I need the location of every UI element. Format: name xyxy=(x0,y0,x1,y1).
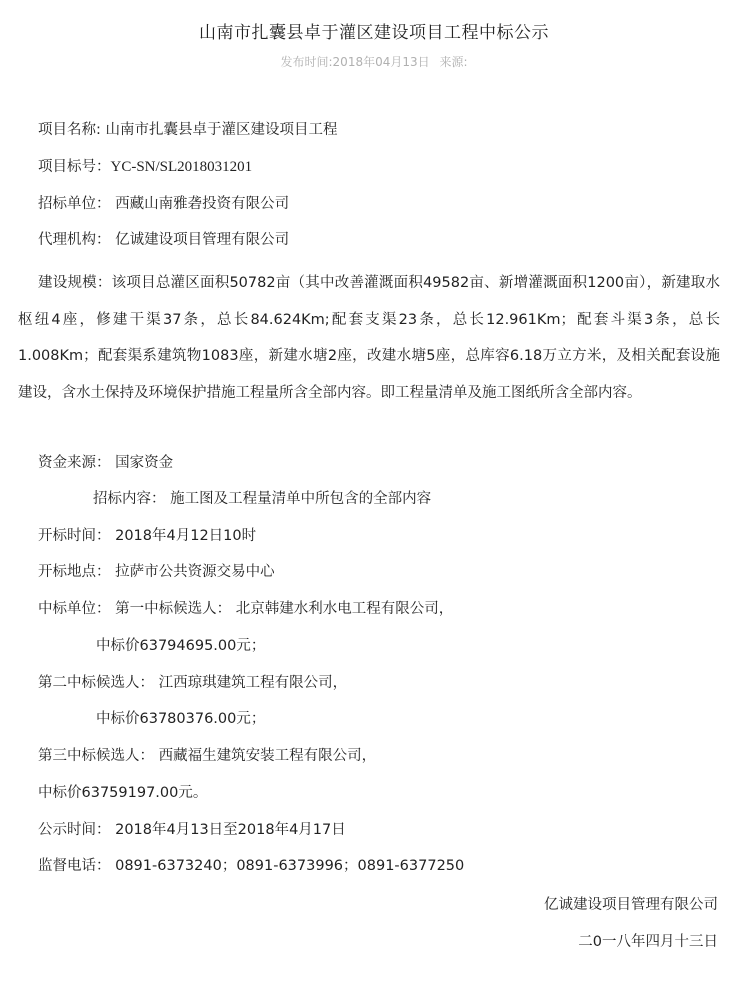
second-candidate: 第二中标候选人： 江西琼琪建筑工程有限公司， xyxy=(38,675,348,691)
footer-company: 亿诚建设项目管理有限公司 xyxy=(544,897,718,913)
source-label: 来源: xyxy=(439,55,468,69)
agency: 代理机构： 亿诚建设项目管理有限公司 xyxy=(38,232,290,248)
project-name: 项目名称: 山南市扎囊县卓于灌区建设项目工程 xyxy=(38,122,338,138)
open-time: 开标时间： 2018年4月12日10时 xyxy=(38,528,257,544)
footer-date: 二0一八年四月十三日 xyxy=(578,934,718,950)
winner-price-2: 中标价63780376.00元； xyxy=(96,711,266,727)
publicity-time: 公示时间： 2018年4月13日至2018年4月17日 xyxy=(38,822,346,838)
open-place: 开标地点： 拉萨市公共资源交易中心 xyxy=(38,564,275,580)
project-number-value: YC-SN/SL2018031201 xyxy=(110,159,253,175)
winner-price-1: 中标价63794695.00元； xyxy=(96,638,266,654)
third-candidate: 第三中标候选人： 西藏福生建筑安装工程有限公司， xyxy=(38,748,377,764)
publish-time: 发布时间:2018年04月13日 xyxy=(280,55,430,69)
supervision-phone: 监督电话： 0891-6373240；0891-6373996；0891-6377250 xyxy=(38,858,465,874)
project-number xyxy=(38,157,252,177)
article-meta xyxy=(0,53,748,70)
tenderer: 招标单位： 西藏山南雅砻投资有限公司 xyxy=(38,196,290,212)
winner-first-candidate: 中标单位： 第一中标候选人： 北京韩建水利水电工程有限公司， xyxy=(38,601,454,617)
winner-price-3: 中标价63759197.00元。 xyxy=(38,785,208,801)
fund-source: 资金来源： 国家资金 xyxy=(38,455,174,471)
project-number-label: 项目标号： xyxy=(38,159,111,175)
construction-scale: 建设规模：该项目总灌区面积50782亩（其中改善灌溉面积49582亩、新增灌溉面积1200亩），新建取水枢纽4座，修建干渠37条，总长84.624Km;配套支渠23条，总长12.961Km；配套斗渠3条，总长1.008Km；配套渠系建筑物1083座，新建水塘2座，改建水塘5座，总库容6.18万立方米，及相关配套设施建设，含水土保持及环境保护措施工程量所含全部内容。即工程量清单及施工图纸所含全部内容。 xyxy=(18,275,720,401)
tender-content: 招标内容： 施工图及工程量清单中所包含的全部内容 xyxy=(93,491,432,507)
article-title: 山南市扎囊县卓于灌区建设项目工程中标公示 xyxy=(199,23,549,43)
